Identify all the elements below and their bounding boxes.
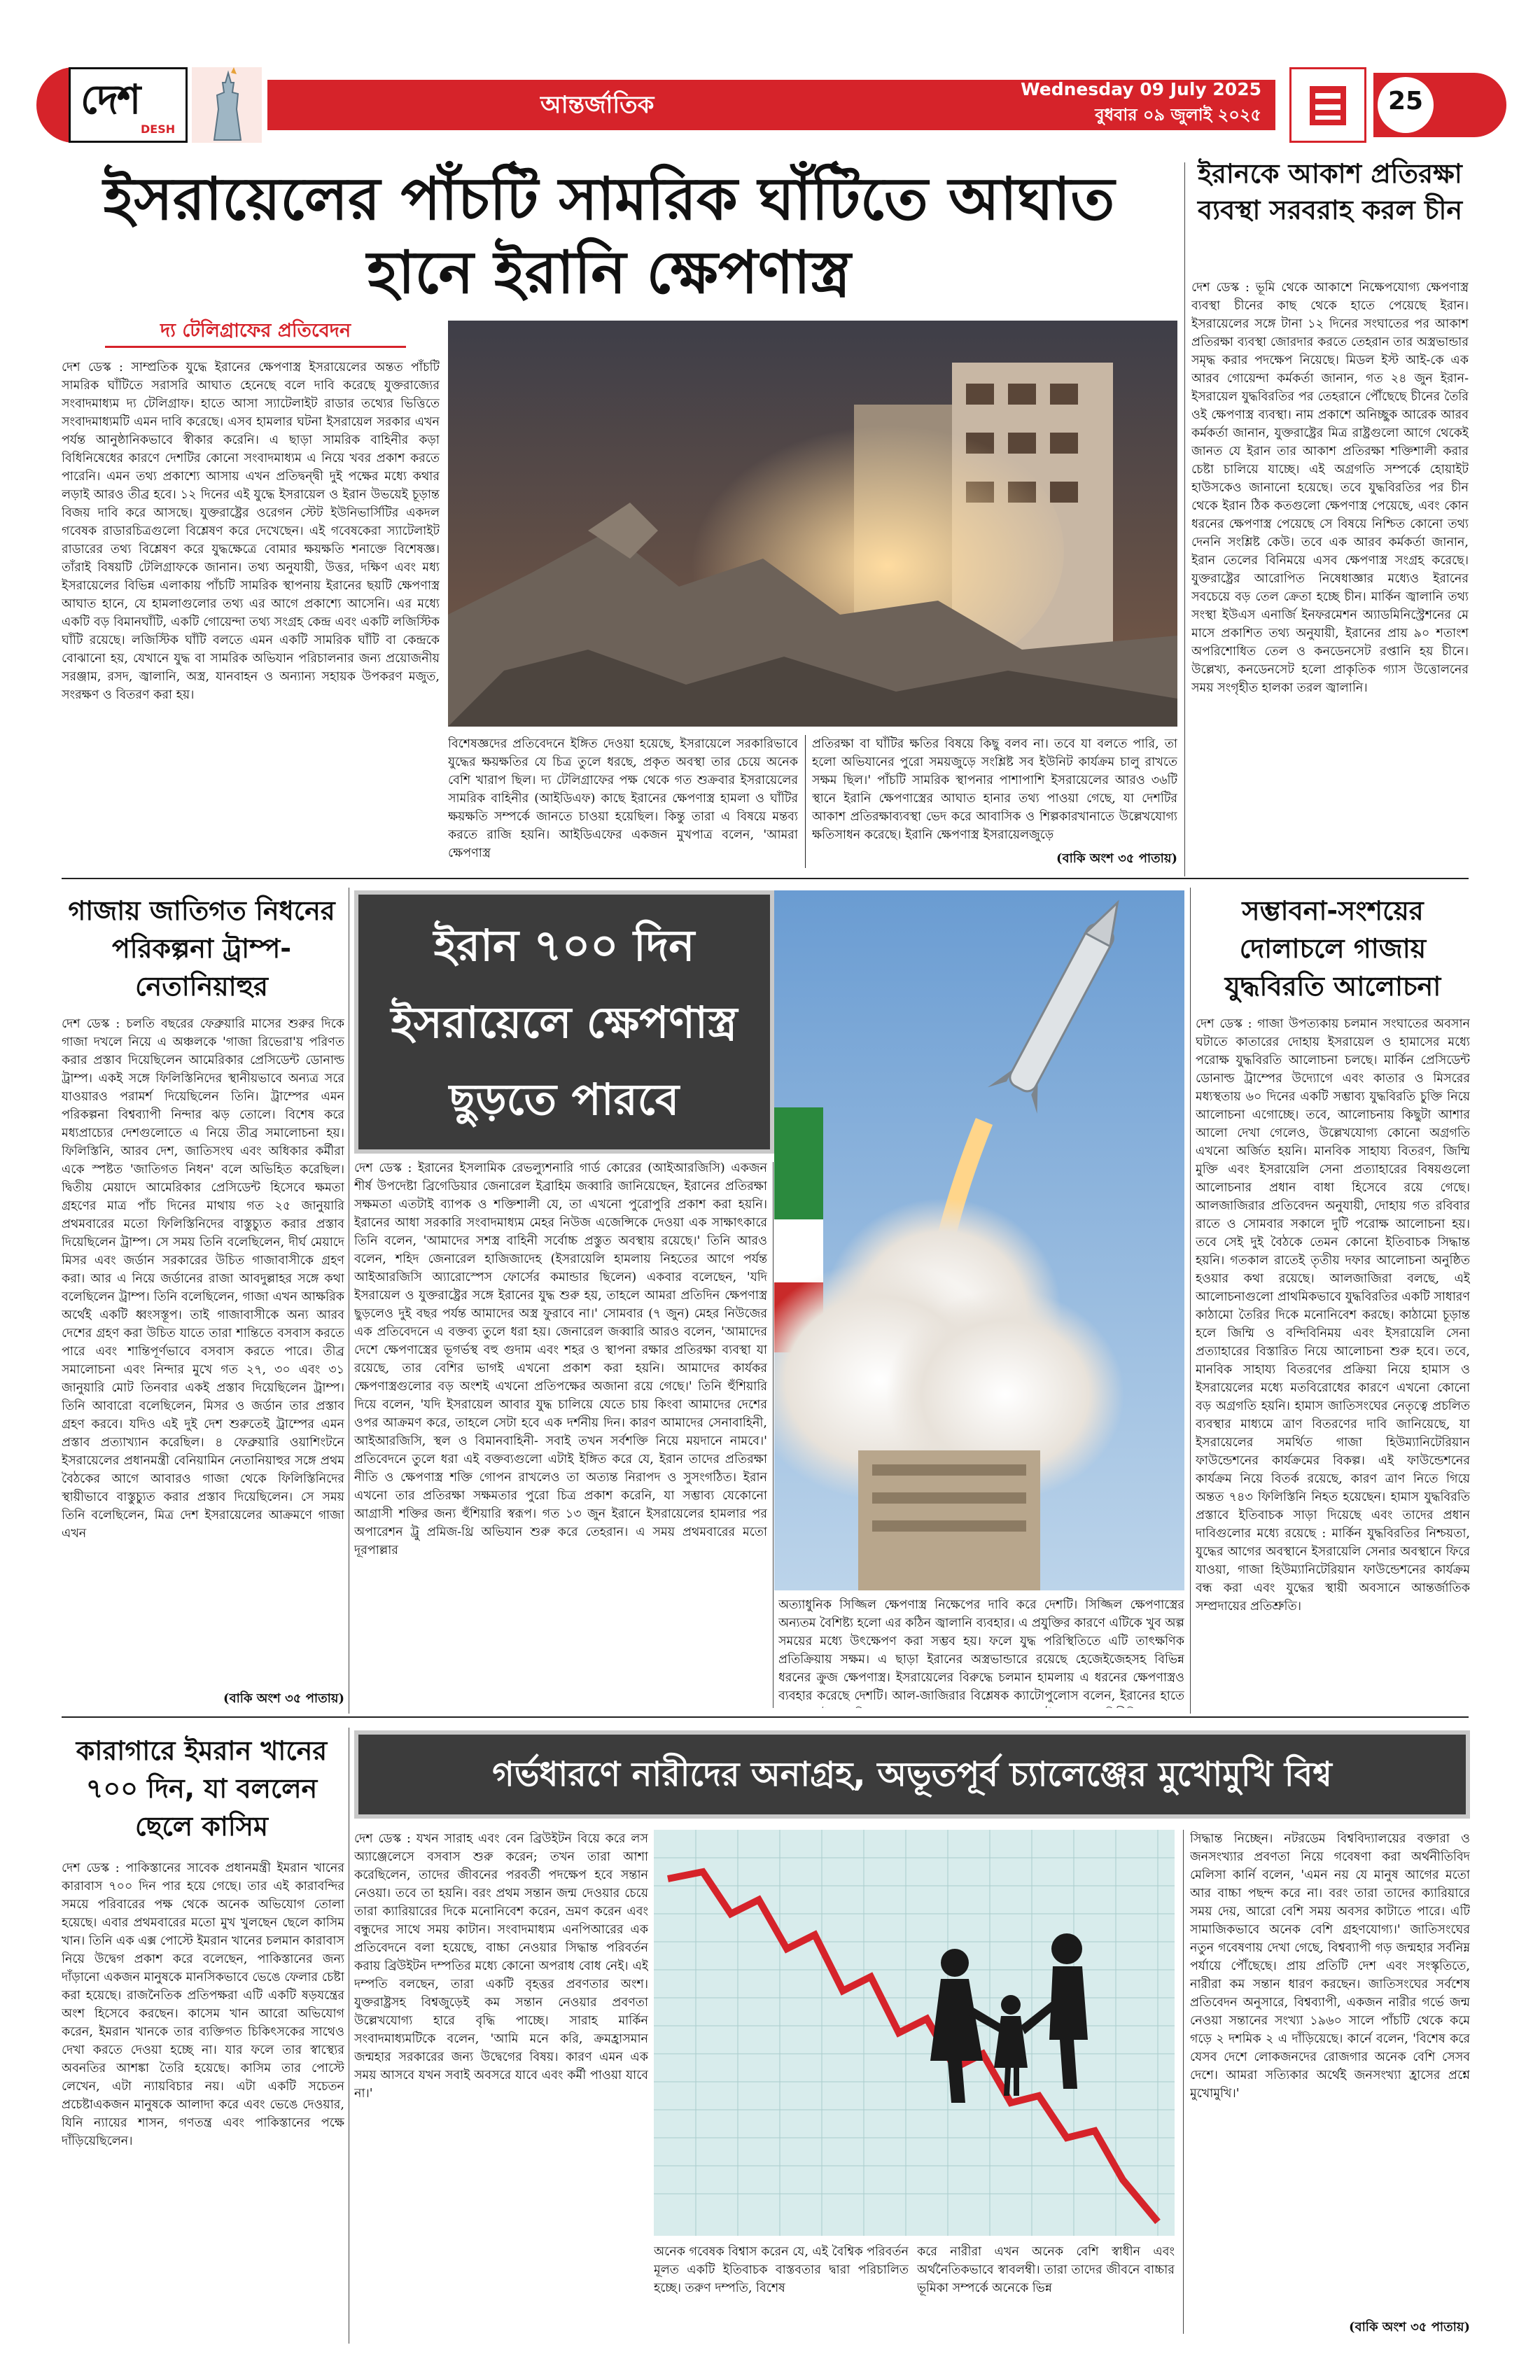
iran700-banner bbox=[354, 890, 774, 1154]
ceasefire-body: দেশ ডেস্ক : গাজা উপত্যকায় চলমান সংঘাতের অবসান ঘটাতে কাতারের দোহায় ইসরায়েল ও হামাসের মধ্যে পরোক্ষ যুদ্ধবিরতি আলোচনা চলছে। মার্কিন প্রেসিডেন্ট ডোনাল্ড ট্রাম্পের উদ্যোগে এবং কাতার ও মিসরের মধ্যস্থতায় ৬০ দিনের একটি সম্ভাব্য যুদ্ধবিরতি চুক্তি নিয়ে আলোচনা এগোচ্ছে। তবে, আলোচনায় কিছুটা আশার আলো দেখা গেলেও, উল্লেখযোগ্য কোনো অগ্রগতি এখনো অর্জিত হয়নি। মানবিক সাহায্য বিতরণ, জিম্মি মুক্তি এবং ইসরায়েলি সেনা প্রত্যাহারের বিষয়গুলো আলোচনার প্রধান বাধা হিসেবে রয়ে গেছে। আলজাজিরার প্রতিবেদন অনুযায়ী, দোহায় গত রবিবার রাতে ও সোমবার সকালে দুটি পরোক্ষ আলোচনা হয়। তবে সেই দুই বৈঠকে তেমন কোনো ইতিবাচক সিদ্ধান্ত হয়নি। গতকাল রাতেই তৃতীয় দফার আলোচনা অনুষ্ঠিত হওয়ার কথা রয়েছে। আলজাজিরা বলছে, এই আলোচনাগুলো প্রাথমিকভাবে যুদ্ধবিরতির একটি সাধারণ কাঠামো তৈরির দিকে মনোনিবেশ করছে। কাঠামো চূড়ান্ত হলে জিম্মি ও বন্দিবিনিময় এবং ইসরায়েলি সেনা প্রত্যাহারের বিস্তারিত নিয়ে আলোচনা শুরু হবে। তবে, মানবিক সাহায্য বিতরণের প্রক্রিয়া নিয়ে হামাস ও ইসরায়েলের মধ্যে মতবিরোধের কারণে এখনো কোনো বড় অগ্রগতি হয়নি। হামাস জাতিসংঘের নেতৃত্বে প্রচলিত ব্যবস্থার মাধ্যমে ত্রাণ বিতরণের দাবি জানিয়েছে, যা ইসরায়েলের সমর্থিত গাজা হিউম্যানিটেরিয়ান ফাউন্ডেশনের কার্যক্রমের বিকল্প। এই ফাউন্ডেশনের কার্যক্রম নিয়ে বিতর্ক রয়েছে, কারণ ত্রাণ নিতে গিয়ে অন্তত ৭৪৩ ফিলিস্তিনি নিহত হয়েছেন। হামাস যুদ্ধবিরতি প্রস্তাবে ইতিবাচক সাড়া দিয়েছে এবং তাদের প্রধান দাবিগুলোর মধ্যে রয়েছে : মার্কিন যুদ্ধবিরতির নিশ্চয়তা, যুদ্ধের আগের অবস্থানে ইসরায়েলি সেনার অবস্থানে ফিরে যাওয়া, গাজা হিউম্যানিটেরিয়ান ফাউন্ডেশনের কার্যক্রম বন্ধ করা এবং যুদ্ধের স্থায়ী অবসানে আন্তর্জাতিক সম্প্রদায়ের প্রতিশ্রুতি। bbox=[1196, 1017, 1470, 1614]
header-right-emblem bbox=[1289, 67, 1366, 143]
logo-text: দেশ bbox=[80, 76, 140, 123]
china-headline: ইরানকে আকাশ প্রতিরক্ষা ব্যবস্থা সরবরাহ করল চীন bbox=[1197, 158, 1463, 225]
imran-body: দেশ ডেস্ক : পাকিস্তানের সাবেক প্রধানমন্ত্রী ইমরান খানের কারাবাস ৭০০ দিন পার হয়ে গেছে। তার এই কারাবন্দির সময়ে পরিবারের পক্ষ থেকে অনেক অভিযোগ তোলা হয়েছে। এবার প্রথমবারের মতো মুখ খুলছেন ছেলে কাসিম খান। তিনি এক এক্স পোস্টে ইমরান খানের চলমান কারাবাস নিয়ে উদ্বেগ প্রকাশ করে বলেছেন, পাকিস্তানের জন্য দাঁড়ানো একজন মানুষকে মানসিকভাবে ভেঙে ফেলার চেষ্টা করা হয়েছে। রাজনৈতিক প্রতিপক্ষরা এটি একটি ষড়যন্ত্রের অংশ হিসেবে করছেন। কাসেম খান আরো অভিযোগ করেন, ইমরান খানকে তার ব্যক্তিগত চিকিৎসকের সাথেও দেখা করতে দেওয়া হচ্ছে না। যার ফলে তার স্বাস্থ্যের অবনতির আশঙ্কা তৈরি হয়েছে। কাসিম তার পোস্টে লেখেন, এটা ন্যায়বিচার নয়। এটা একটি সচেতন প্রচেষ্টাএকজন মানুষকে আলাদা করে এবং ভেঙে দেওয়ার, যিনি ন্যায়ের শাসন, গণতন্ত্র এবং পাকিস্তানের পক্ষে দাঁড়িয়েছিলেন। bbox=[62, 1861, 344, 2148]
iran700-column-1: দেশ ডেস্ক : ইরানের ইসলামিক রেভল্যুশনারি গার্ড কোরের (আইআরজিসি) একজন শীর্ষ উপদেষ্টা ব্রিগেডিয়ার জেনারেল ইব্রাহিম জব্বারি জানিয়েছেন, ইরানের প্রতিরক্ষা সক্ষমতা এতটাই ব্যাপক ও শক্তিশালী যে, তা এখনো পুরোপুরি প্রকাশ করা হয়নি। ইরানের আধা সরকারি সংবাদমাধ্যম মেহর নিউজ এজেন্সিকে দেওয়া এক সাক্ষাৎকারে তিনি বলেন, 'আমাদের সশস্ত্র বাহিনী সর্বোচ্চ প্রস্তুত অবস্থায় রয়েছে।' তিনি আরও বলেন, শহিদ জেনারেল হাজিজাদেহ (ইসরায়েলি হামলায় নিহতের আগে পর্যন্ত আইআরজিসি অ্যারোস্পেস ফোর্সের কমান্ডার ছিলেন) একবার বলেছেন, 'যদি ইসরায়েল ও যুক্তরাষ্ট্রের সঙ্গে ইরানের যুদ্ধ শুরু হয়, তাহলে আমরা প্রতিদিন ক্ষেপণাস্ত্র ছুড়লেও দুই বছর পর্যন্ত আমাদের অস্ত্র ফুরাবে না।' সোমবার (৭ জুন) মেহর নিউজের এক প্রতিবেদনে এ বক্তব্য তুলে ধরা হয়। জেনারেল জব্বারি আরও বলেন, 'আমাদের দেশে ক্ষেপণাস্ত্রের ভূগর্ভস্থ বহু গুদাম এবং শহর ও স্থাপনা রক্ষার প্রতিরক্ষা ব্যবস্থা যা রয়েছে, তার বেশির ভাগই এখনো প্রকাশ করা হয়নি। আমাদের কার্যকর ক্ষেপণাস্ত্রগুলোর বড় অংশই এখনো প্রতিপক্ষের অজানা রয়ে গেছে।' তিনি হুঁশিয়ারি দিয়ে বলেন, 'যদি ইসরায়েল আবার যুদ্ধ চালিয়ে যেতে চায় কিংবা আমাদের দেশের ওপর আক্রমণ করে, তাহলে সেটা হবে এক দর্শনীয় দিন। কারণ আমাদের সেনাবাহিনী, আইআরজিসি, স্থল ও বিমানবাহিনী- সবাই তখন সর্বশক্তি নিয়ে ময়দানে নামবে।' প্রতিবেদনে তুলে ধরা এই বক্তব্যগুলো এটাই ইঙ্গিত করে যে, ইরান তাদের প্রতিরক্ষা নীতি ও ক্ষেপণাস্ত্র শক্তি গোপন রাখলেও তা অত্যন্ত নিরাপদ ও সুসংগঠিত। ইরান এখনো তার প্রতিরক্ষা সক্ষমতার পুরো চিত্র প্রকাশ করেনি, যা সম্ভাব্য যেকোনো আগ্রাসী শক্তির জন্য হুঁশিয়ারি স্বরূপ। গত ১৩ জুন ইরানে ইসরায়েলের হামলার পর অপারেশন ট্রু প্রমিজ-থ্রি অভিযান শুরু করে তেহরান। এ সময় প্রথমবারের মতো দূরপাল্লার bbox=[354, 1161, 767, 1558]
right-column-divider bbox=[1184, 162, 1185, 876]
lead-column-2: বিশেষজ্ঞদের প্রতিবেদনে ইঙ্গিত দেওয়া হয়েছে, ইসরায়েলে সরকারিভাবে যুদ্ধের ক্ষয়ক্ষতির যে চিত্র তুলে ধরছে, প্রকৃত অবস্থা তার চেয়ে অনেক বেশি খারাপ ছিল। দ্য টেলিগ্রাফের পক্ষ থেকে গত শুক্রবার ইসরায়েলের সামরিক বাহিনীর (আইডিএফ) কাছে ইরানের ক্ষেপণাস্ত্র হামলা ও ঘাঁটির ক্ষয়ক্ষতি সম্পর্কে জানতে চাওয়া হয়েছিল। কিন্তু তারা এ বিষয়ে মন্তব্য করতে রাজি হয়নি। আইডিএফের একজন মুখপাত্র বলেন, 'আমরা ক্ষেপণাস্ত্র bbox=[448, 737, 798, 860]
page-header bbox=[36, 67, 1506, 143]
fertility-column-3: সিদ্ধান্ত নিচ্ছেন। নটরডেম বিশ্ববিদ্যালয়ের বক্তারা ও জনসংখ্যার প্রবণতা নিয়ে গবেষণা করা অর্থনীতিবিদ মেলিসা কার্নি বলেন, 'এমন নয় যে মানুষ আগের মতো আর বাচ্চা পছন্দ করে না। বরং তারা তাদের ক্যারিয়ারে সময় দেয়, আরো বেশি সময় অবসর কাটাতে পারে। এটি সামাজিকভাবে অনেক বেশি গ্রহণযোগ্য।' জাতিসংঘের নতুন গবেষণায় দেখা গেছে, বিশ্বব্যাপী গড় জন্মহার সর্বনিম্ন পর্যায়ে পৌঁছেছে। প্রায় প্রতিটি দেশ এবং সংস্কৃতিতে, নারীরা কম সন্তান ধারণ করছেন। জাতিসংঘের সর্বশেষ প্রতিবেদন অনুসারে, বিশ্বব্যাপী, একজন নারীর গর্ভে জন্ম নেওয়া সন্তানের সংখ্যা ১৯৬০ সালে পাঁচটি থেকে কমে গড়ে ২ দশমিক ২ এ দাঁড়িয়েছে। কার্নে বলেন, 'বিশেষ করে যেসব দেশে লোকজনদের রোজগার অনেক বেশি সেসব দেশে। আমরা সত্যিকার অর্থেই জনসংখ্যা হ্রাসের প্রশ্নে মুখোমুখি।' bbox=[1190, 1832, 1470, 2101]
ceasefire-column-divider bbox=[1190, 888, 1191, 1714]
gaza-plan-continued: (বাকি অংশ ৩৫ পাতায়) bbox=[210, 1688, 344, 1710]
gaza-plan-body: দেশ ডেস্ক : চলতি বছরের ফেব্রুয়ারি মাসের শুরুর দিকে গাজা দখলে নিয়ে এ অঞ্চলকে 'গাজা রিভেরা'য় পরিণত করার প্রস্তাব দিয়েছিলেন আমেরিকার প্রেসিডেন্ট ডোনাল্ড ট্রাম্প। একই সঙ্গে ফিলিস্তিনিদের স্থানীয়ভাবে অন্যত্র সরে যাওয়ারও পরামর্শ দিয়েছিলেন তিনি। ট্রাম্পের এমন পরিকল্পনা বিশ্বব্যাপী নিন্দার ঝড় তোলে। বিশেষ করে মধ্যপ্রাচ্যের দেশগুলোতে এ নিয়ে তীব্র সমালোচনা হয়। ফিলিস্তিনি, আরব দেশ, জাতিসংঘ এবং অধিকার কর্মীরা একে স্পষ্টত 'জাতিগত নিধন' বলে অভিহিত করেছিল। দ্বিতীয় মেয়াদে আমেরিকার প্রেসিডেন্ট হিসেবে ক্ষমতা গ্রহণের মাত্র পাঁচ দিনের মাথায় গত ২৫ জানুয়ারি প্রথমবারের মতো ফিলিস্তিনিদের বাস্তুচ্যুত করার প্রস্তাব দিয়েছিলেন ট্রাম্প। সে সময় তিনি বলেছিলেন, দীর্ঘ মেয়াদে মিসর এবং জর্ডান সরকারের উচিত গাজাবাসীকে গ্রহণ করা। আর এ নিয়ে জর্ডানের রাজা আবদুল্লাহর সঙ্গে কথা বলেছিলেন ট্রাম্প। তিনি বলেছিলেন, গাজা এখন আক্ষরিক অর্থেই একটি ধ্বংসস্তূপ। তাই গাজাবাসীকে অন্য আরব দেশের গ্রহণ করা উচিত যাতে তারা শান্তিতে বসবাস করতে পারে এবং শান্তিপূর্ণভাবে বসবাস করতে পারে। তীব্র সমালোচনা এবং নিন্দার মুখে গত ২৭, ৩০ এবং ৩১ জানুয়ারি মোট তিনবার একই প্রস্তাব দিয়েছিলেন ট্রাম্প। তিনি আবারো বলেছিলেন, মিসর ও জর্ডান তার প্রস্তাব গ্রহণ করবে। যদিও এই দুই দেশ শুরুতেই ট্রাম্পের এমন প্রস্তাব প্রত্যাখ্যান করেছিল। ৪ ফেব্রুয়ারি ওয়াশিংটনে ইসরায়েলের প্রধানমন্ত্রী বেনিয়ামিন নেতানিয়াহুর সঙ্গে প্রথম বৈঠকের আগে আবারও গাজা থেকে ফিলিস্তিনিদের স্থায়ীভাবে বাস্তুচ্যুত করার প্রস্তাব দিয়েছিলেন। সে সময় তিনি বলেছিলেন, মিত্র দেশ ইসরায়েলের আক্রমণে গাজা এখন bbox=[62, 1017, 344, 1541]
iran700-banner-text: ইরান ৭০০ দিন ইসরায়েলে ক্ষেপণাস্ত্র ছুড়তে পারবে bbox=[391, 920, 738, 1125]
date-bangla: বুধবার ০৯ জুলাই ২০২৫ bbox=[1095, 105, 1261, 125]
gaza-plan-headline: গাজায় জাতিগত নিধনের পরিকল্পনা ট্রাম্প-নেতানিয়াহুর bbox=[68, 895, 335, 1002]
iran700-column-2: অত্যাধুনিক সিজ্জিল ক্ষেপণাস্ত্র নিক্ষেপের দাবি করে দেশটি। সিজ্জিল ক্ষেপণাস্ত্রের অন্যতম বৈশিষ্ট্য হলো এর কঠিন জ্বালানি ব্যবহার। এ প্রযুক্তির কারণে এটিকে খুব অল্প সময়ের মধ্যে উৎক্ষেপণ করা সম্ভব হয়। ফলে যুদ্ধ পরিস্থিতিতে এটি তাৎক্ষণিক প্রতিক্রিয়ায় সক্ষম। এ ছাড়া ইরানের অস্ত্রভান্ডারে রয়েছে হেজেইজেহসহ বিভিন্ন ধরনের ক্রুজ ক্ষেপণাস্ত্র। ইসরায়েলের বিরুদ্ধে চলমান হামলায় এ ধরনের ক্ষেপণাস্ত্রও ব্যবহার করেছে দেশটি। আল-জাজিরার বিশ্লেষক ক্যাটোপুলোস বলেন, ইরানের হাতে bbox=[778, 1598, 1184, 1703]
fertility-banner bbox=[354, 1730, 1470, 1819]
header-date bbox=[967, 77, 1261, 133]
masthead-logo bbox=[69, 67, 188, 143]
imran-headline: কারাগারে ইমরান খানের ৭০০ দিন, যা বললেন ছেলে কাসিম bbox=[76, 1735, 328, 1842]
fertility-caption-a: অনেক গবেষক বিশ্বাস করেন যে, এই বৈশ্বিক পরিবর্তন মূলত একটি ইতিবাচক বাস্তবতার দ্বারা পরিচালিত হচ্ছে। তরুণ দম্পতি, বিশেষ bbox=[654, 2245, 909, 2295]
fertility-column-1: দেশ ডেস্ক : যখন সারাহ এবং বেন ব্রিউইটন বিয়ে করে লস অ্যাঞ্জেলেসে বসবাস শুরু করেন; তখন তারা আশা করেছিলেন, তাদের জীবনের পরবর্তী পদক্ষেপ হবে সন্তান নেওয়া। তবে তা হয়নি। বরং প্রথম সন্তান জন্ম দেওয়ার চেয়ে তারা ক্যারিয়ারের দিকে মনোনিবেশ করেন, ভ্রমণ করেন এবং বন্ধুদের সাথে সময় কাটান। সংবাদমাধ্যম এনপিআরের এক প্রতিবেদনে বলা হয়েছে, বাচ্চা নেওয়ার সিদ্ধান্ত পরিবর্তন করায় ব্রিউইটন দম্পতির মধ্যে কোনো অপরাধ বোধ নেই। এই দম্পতি বলছেন, তারা একটি বৃহত্তর প্রবণতার অংশ। যুক্তরাষ্ট্রসহ বিশ্বজুড়েই কম সন্তান নেওয়ার প্রবণতা উল্লেখযোগ্য হারে বৃদ্ধি পাচ্ছে। সারাহ মার্কিন সংবাদমাধ্যমটিকে বলেন, 'আমি মনে করি, ক্রমহ্রাসমান জন্মহার সরকারের জন্য উদ্বেগের বিষয়। কারণ এমন এক সময় আসবে যখন সবাই অবসরে যাবে এবং কর্মী পাওয়া যাবে না।' bbox=[354, 1832, 648, 2101]
lead-headline: ইসরায়েলের পাঁচটি সামরিক ঘাঁটিতে আঘাত হানে ইরানি ক্ষেপণাস্ত্র bbox=[103, 164, 1115, 307]
section-rule-1 bbox=[62, 878, 1469, 879]
column-divider bbox=[805, 735, 806, 868]
logo-subtext: DESH bbox=[141, 122, 176, 136]
lead-continued: (বাকি অংশ ৩৫ পাতায়) bbox=[1056, 851, 1177, 866]
fertility-column-divider bbox=[1183, 1830, 1184, 2334]
date-english: Wednesday 09 July 2025 bbox=[1021, 79, 1261, 99]
iran700-column-divider bbox=[773, 1162, 774, 1708]
statue-of-liberty-icon bbox=[192, 67, 262, 143]
iran700-photo-missile-launch bbox=[774, 890, 1184, 1590]
lead-column-3: প্রতিরক্ষা বা ঘাঁটির ক্ষতির বিষয়ে কিছু বলব না। তবে যা বলতে পারি, তা হলো অভিযানের পুরো সময়জুড়ে সংশ্লিষ্ট সব ইউনিট কার্যক্রম চালু রাখতে সক্ষম ছিল।' পাঁচটি সামরিক স্থাপনার পাশাপাশি ইসরায়েলের আরও ৩৬টি স্থানে ইরানি ক্ষেপণাস্ত্রের আঘাত হানার তথ্য পাওয়া গেছে, যা দেশটির আকাশ প্রতিরক্ষাব্যবস্থা ভেদ করে আবাসিক ও শিল্পকারখানাতে উল্লেখযোগ্য ক্ষতিসাধন করেছে। ইরানি ক্ষেপণাস্ত্র ইসরায়েলজুড়ে bbox=[812, 737, 1177, 842]
fertility-caption-b: করে নারীরা এখন অনেক বেশি স্বাধীন এবং অর্থনৈতিকভাবে স্বাবলম্বী। তারা তাদের জীবনে বাচ্চার ভূমিকা সম্পর্কে অনেকে ভিন্ন bbox=[917, 2245, 1175, 2295]
lead-photo-destroyed-building bbox=[448, 321, 1177, 727]
fertility-graphic-declining-chart bbox=[654, 1830, 1175, 2236]
page-number: 25 bbox=[1387, 87, 1424, 115]
section-title: আন্তর্জাতিক bbox=[540, 91, 654, 119]
kicker-underline bbox=[105, 346, 406, 348]
page-number-badge bbox=[1373, 73, 1506, 137]
section-rule-2 bbox=[62, 1716, 1469, 1718]
ceasefire-headline: সম্ভাবনা-সংশয়ের দোলাচলে গাজায় যুদ্ধবিরতি আলোচনা bbox=[1224, 895, 1441, 1002]
fertility-continued: (বাকি অংশ ৩৫ পাতায়) bbox=[1309, 2317, 1470, 2339]
lead-column-1: দেশ ডেস্ক : সাম্প্রতিক যুদ্ধে ইরানের ক্ষেপণাস্ত্র ইসরায়েলের অন্তত পাঁচটি সামরিক ঘাঁটিতে সরাসরি আঘাত হেনেছে বলে দাবি করেছে যুক্তরাজ্যের সংবাদমাধ্যম দ্য টেলিগ্রাফ। হাতে আসা স্যাটেলাইট রাডার তথ্যের ভিত্তিতে সংবাদমাধ্যমটি এমন দাবি করেছে। এসব হামলার ঘটনা ইসরায়েল সরকার এখন পর্যন্ত আনুষ্ঠানিকভাবে স্বীকার করেনি। এ ছাড়া সামরিক বাহিনীর কড়া বিধিনিষেধের কারণে দেশটির কোনো সংবাদমাধ্যম এ নিয়ে খবর প্রকাশ করতে পারেনি। এমন তথ্য প্রকাশ্যে আসায় এখন প্রতিদ্বন্দ্বী দুই পক্ষের মধ্যে কথার লড়াই আরও তীব্র হবে। ১২ দিনের এই যুদ্ধে ইসরায়েল ও ইরান উভয়েই চূড়ান্ত বিজয় দাবি করে আসছে। যুক্তরাষ্ট্রের ওরেগন স্টেট ইউনিভার্সিটির একদল গবেষক রাডারচিত্রগুলো বিশ্লেষণ করে দেখেছেন। এই গবেষকেরা স্যাটেলাইট রাডারের তথ্য বিশ্লেষণ করে যুদ্ধক্ষেত্রে বোমার ক্ষয়ক্ষতি শনাক্তে বিশেষজ্ঞ। তাঁরাই বিষয়টি টেলিগ্রাফকে জানান। তথ্য অনুযায়ী, উত্তর, দক্ষিণ এবং মধ্য ইসরায়েলের বিভিন্ন এলাকায় পাঁচটি সামরিক স্থাপনায় ইরানের ছয়টি ক্ষেপণাস্ত্র আঘাত হানে, যে হামলাগুলোর তথ্য এর আগে প্রকাশ্যে আসেনি। এর মধ্যে একটি বড় বিমানঘাঁটি, একটি গোয়েন্দা তথ্য সংগ্রহ কেন্দ্র এবং একটি লজিস্টিক ঘাঁটি রয়েছে। লজিস্টিক ঘাঁটি বলতে এমন একটি সামরিক ঘাঁটি বা কেন্দ্রকে বোঝানো হয়, যেখানে যুদ্ধ বা সামরিক অভিযান পরিচালনার জন্য প্রয়োজনীয় সরঞ্জাম, রসদ, জ্বালানি, অস্ত্র, যানবাহন ও অন্যান্য সহায়ক উপকরণ মজুত, সংরক্ষণ ও বিতরণ করা হয়। bbox=[62, 360, 440, 702]
lead-kicker: দ্য টেলিগ্রাফের প্রতিবেদন bbox=[160, 320, 351, 342]
china-body: দেশ ডেস্ক : ভূমি থেকে আকাশে নিক্ষেপযোগ্য ক্ষেপণাস্ত্র ব্যবস্থা চীনের কাছ থেকে হাতে পেয়েছে ইরান। ইসরায়েলের সঙ্গে টানা ১২ দিনের সংঘাতের পর আকাশ প্রতিরক্ষা ব্যবস্থা জোরদার করতে তেহরান তার অস্ত্রভান্ডার সমৃদ্ধ করার পদক্ষেপ নিয়েছে। মিডল ইস্ট আই-কে এক আরব গোয়েন্দা কর্মকর্তা জানান, গত ২৪ জুন ইরান-ইসরায়েল যুদ্ধবিরতির পর তেহরানে পৌঁছেছে চীনের তৈরি ওই ক্ষেপণাস্ত্র ব্যবস্থা। নাম প্রকাশে অনিচ্ছুক আরেক আরব কর্মকর্তা জানান, যুক্তরাষ্ট্রের মিত্র রাষ্ট্রগুলো আগে থেকেই জানত যে ইরান তার আকাশ প্রতিরক্ষা শক্তিশালী করার চেষ্টা চালিয়ে যাচ্ছে। এই অগ্রগতি সম্পর্কে হোয়াইট হাউসকেও জানানো হয়েছে। তবে যুদ্ধবিরতির পর চীন থেকে ইরান ঠিক কতগুলো ক্ষেপণাস্ত্র পেয়েছে, এবং কোন ধরনের ক্ষেপণাস্ত্র পেয়েছে সে বিষয়ে নিশ্চিত কোনো তথ্য দেননি সংশ্লিষ্ট কেউ। তবে এক আরব কর্মকর্তা জানান, ইরান তেলের বিনিময়ে এসব ক্ষেপণাস্ত্র সংগ্রহ করেছে। যুক্তরাষ্ট্রের আরোপিত নিষেধাজ্ঞার মধ্যেও ইরানের সবচেয়ে বড় তেল ক্রেতা হচ্ছে চীন। মার্কিন জ্বালানি তথ্য সংস্থা ইউএস এনার্জি ইনফরমেশন অ্যাডমিনিস্ট্রেশনের মে মাসে প্রকাশিত তথ্য অনুযায়ী, ইরানের প্রায় ৯০ শতাংশ অপরিশোধিত তেল ও কনডেনসেট রপ্তানি হয় চীনে। উল্লেখ্য, কনডেনসেট হলো প্রাকৃতিক গ্যাস উত্তোলনের সময় সংগৃহীত হালকা তরল জ্বালানি। bbox=[1191, 281, 1469, 695]
fertility-banner-text: গর্ভধারণে নারীদের অনাগ্রহ, অভূতপূর্ব চ্যালেঞ্জের মুখোমুখি বিশ্ব bbox=[492, 1755, 1332, 1794]
